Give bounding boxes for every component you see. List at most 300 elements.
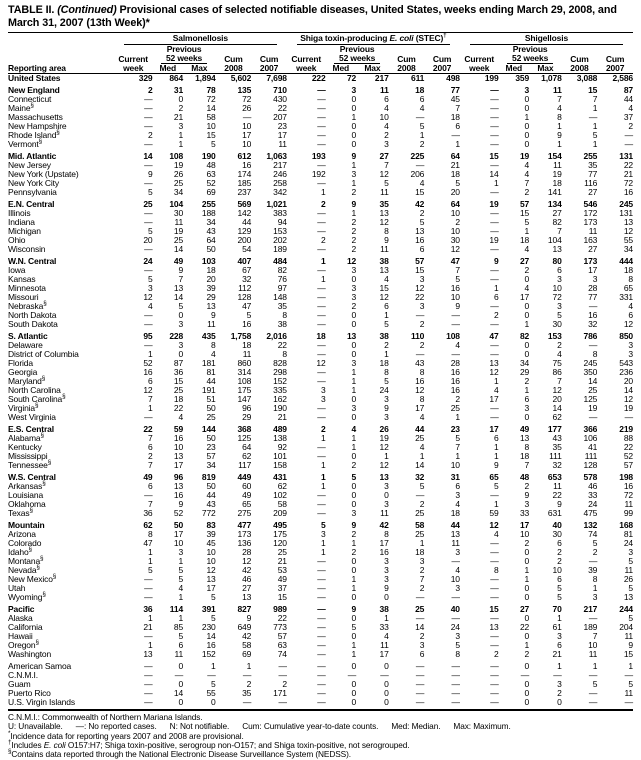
cell: 55 (206, 688, 216, 698)
cell: 46 (588, 481, 598, 491)
cell: 67 (242, 265, 252, 275)
cell: 14 (206, 631, 216, 641)
cell: 16 (415, 376, 425, 386)
cell: — (451, 679, 460, 689)
cell: 81 (623, 529, 633, 539)
cell: 25 (173, 178, 184, 188)
cell: 4 (524, 160, 530, 170)
cell: 5 (147, 565, 153, 575)
cell: 25 (415, 433, 425, 443)
cell: — (144, 631, 153, 641)
cell: — (278, 661, 287, 671)
cell: 3 (178, 547, 184, 557)
footnote-cnmi: C.N.M.I.: Commonwealth of Northern Mariana Islands. (8, 712, 203, 722)
cell: 1 (351, 160, 357, 170)
cell: 0 (524, 340, 530, 350)
cell: 88 (623, 433, 633, 443)
row-label: Missouri (8, 292, 39, 302)
cell: 1,063 (266, 151, 287, 161)
cell: 86 (552, 367, 562, 377)
cell: 173 (237, 529, 252, 539)
cell: 57 (206, 451, 216, 461)
cell: 2 (282, 679, 287, 689)
cell: — (317, 160, 326, 170)
cell: 9 (557, 130, 562, 140)
cell: 2 (419, 319, 425, 329)
cell: 42 (415, 199, 425, 209)
cell: — (451, 319, 460, 329)
cell: 2 (493, 649, 499, 659)
cell: 72 (346, 73, 357, 83)
cell: 10 (379, 112, 389, 122)
cell: 2 (419, 139, 425, 149)
cell: 298 (273, 367, 287, 377)
cell: 7 (147, 394, 153, 404)
cell: 2 (351, 235, 357, 245)
cell: 106 (583, 433, 598, 443)
cell: 7 (147, 433, 153, 443)
cell: 14 (206, 103, 216, 113)
cell: 3 (384, 556, 389, 566)
cell: 3 (351, 358, 357, 368)
cell: 8 (282, 310, 287, 320)
cell: 3 (351, 169, 357, 179)
cell: — (317, 640, 326, 650)
cell: — (317, 349, 326, 359)
cell: 30 (552, 319, 562, 329)
cell: 2 (351, 529, 357, 539)
cell: — (451, 688, 460, 698)
cell: 2 (351, 547, 357, 557)
cell: 34 (173, 187, 184, 197)
row-label: Mississippi (8, 451, 48, 461)
cell: 8 (211, 340, 216, 350)
cell: 710 (273, 85, 287, 95)
row-label: Arizona (8, 529, 36, 539)
cell: 0 (351, 688, 357, 698)
cell: 2,586 (612, 73, 633, 83)
cell: 51 (206, 394, 216, 404)
cell: 2 (419, 340, 425, 350)
cell: 4 (419, 412, 425, 422)
cell: 7,698 (266, 73, 287, 83)
cell: 14 (415, 622, 425, 632)
row-label: Pacific (8, 604, 35, 614)
cell: 8 (493, 565, 499, 575)
footnote-marker: † (8, 739, 12, 747)
row-label: United States (8, 73, 61, 83)
cell: 258 (273, 178, 287, 188)
cell: 12 (379, 442, 389, 452)
cell: 5 (419, 217, 425, 227)
row-label: Tennessee§ (8, 459, 52, 470)
cell: 153 (547, 331, 562, 341)
cell: 7 (384, 160, 389, 170)
cell: 19 (519, 151, 530, 161)
spacer-cell (251, 45, 287, 54)
row-label: S. Atlantic (8, 331, 48, 341)
cell: 5 (493, 481, 499, 491)
cell: — (490, 112, 499, 122)
spacer-cell (216, 45, 252, 54)
cell: 5 (557, 583, 562, 593)
cell: 10 (450, 460, 460, 470)
cell: 27 (519, 604, 530, 614)
cell: 0 (524, 301, 530, 311)
cell: — (317, 178, 326, 188)
cell: 6 (557, 640, 562, 650)
cell: 1 (178, 592, 184, 602)
cell: — (317, 451, 326, 461)
cell: 35 (242, 688, 252, 698)
cell: — (144, 583, 153, 593)
cell: 11 (379, 85, 389, 95)
cell: 13 (379, 472, 389, 482)
cell: 5 (455, 274, 460, 284)
cell: 18 (450, 169, 460, 179)
cell: 31 (173, 85, 184, 95)
cell: 16 (242, 319, 252, 329)
cell: 18 (450, 508, 460, 518)
cell: 17 (277, 130, 287, 140)
cell: — (144, 160, 153, 170)
cell: 142 (237, 208, 252, 218)
cell: — (144, 217, 153, 227)
cell: 177 (547, 424, 562, 434)
cell: 342 (273, 187, 287, 197)
cell: 58 (277, 499, 287, 509)
cell: — (144, 319, 153, 329)
cell: — (588, 112, 598, 122)
cell: 0 (524, 94, 530, 104)
cell: — (317, 412, 326, 422)
cell: 6 (493, 433, 499, 443)
cell: 11 (380, 640, 389, 650)
cell: — (317, 85, 326, 95)
cell: — (490, 103, 499, 113)
cell: 33 (379, 622, 389, 632)
cell: 168 (619, 520, 633, 530)
row-label: W.S. Central (8, 472, 56, 482)
cell: 2 (147, 85, 153, 95)
cell: 54 (242, 244, 252, 254)
cell: 45 (206, 538, 216, 548)
cell: 42 (242, 631, 252, 641)
cell: — (451, 670, 460, 680)
cell: — (317, 226, 326, 236)
cell: 1 (178, 613, 184, 623)
cell: 225 (410, 151, 425, 161)
cell: 20 (143, 235, 153, 245)
cell: — (451, 697, 460, 707)
cell: 2 (419, 631, 425, 641)
disease-group-label: Shigellosis (470, 34, 623, 45)
cell: — (588, 613, 598, 623)
cell: 6 (147, 376, 153, 386)
cell: — (207, 670, 216, 680)
cell: 4 (351, 424, 357, 434)
cell: — (317, 139, 326, 149)
cell: 29 (242, 412, 252, 422)
cell: 0 (351, 481, 357, 491)
cell: 47 (143, 538, 153, 548)
cell: — (144, 670, 153, 680)
cell: 1 (211, 661, 216, 671)
cell: 102 (273, 490, 287, 500)
cell: 3 (178, 340, 184, 350)
cell: — (490, 403, 499, 413)
cell: 2 (524, 649, 530, 659)
cell: — (144, 592, 153, 602)
cell: 16 (143, 367, 153, 377)
cell: 13 (143, 649, 153, 659)
cell: 0 (351, 94, 357, 104)
cell: 37 (623, 112, 633, 122)
cell: 13 (623, 217, 633, 227)
row-label: Idaho§ (8, 546, 32, 557)
cell: 860 (237, 358, 252, 368)
cell: — (490, 697, 499, 707)
cell: 23 (277, 121, 287, 131)
cell: 4 (455, 499, 460, 509)
table-row (8, 650, 633, 659)
cell: 22 (277, 103, 287, 113)
cell: 50 (173, 520, 184, 530)
cell: 7 (147, 499, 153, 509)
cell: 22 (143, 424, 153, 434)
cell: 5 (147, 187, 153, 197)
cell: 578 (583, 472, 598, 482)
cell: 2 (384, 340, 389, 350)
cell: 87 (623, 85, 633, 95)
cell: 9 (628, 640, 633, 650)
cell: 114 (169, 604, 184, 614)
cell: 99 (623, 508, 633, 518)
cell: — (490, 613, 499, 623)
cell: 44 (242, 217, 252, 227)
cell: 111 (584, 451, 598, 461)
cell: 28 (242, 547, 252, 557)
cell: 0 (351, 139, 357, 149)
cell: 104 (547, 235, 562, 245)
cell: 0 (351, 592, 357, 602)
cell: 0 (524, 556, 530, 566)
year-2007-label: 2007 (597, 64, 633, 74)
cell: 32 (588, 319, 598, 329)
cell: 26 (623, 574, 633, 584)
cell: 368 (237, 424, 252, 434)
cell: 34 (206, 460, 216, 470)
cell: 108 (237, 376, 252, 386)
cell: 391 (201, 604, 216, 614)
cell: 131 (619, 151, 633, 161)
cell: 1 (147, 613, 153, 623)
cell: 543 (619, 358, 633, 368)
cell: 435 (201, 331, 216, 341)
cell: 28 (450, 358, 460, 368)
cell: 104 (169, 199, 184, 209)
cell: 246 (273, 169, 287, 179)
cell: 19 (173, 226, 184, 236)
cell: — (490, 130, 499, 140)
cell: 3 (384, 139, 389, 149)
cell: 58 (242, 640, 252, 650)
cell: 275 (237, 508, 252, 518)
cell: 5 (419, 121, 425, 131)
cell: 786 (583, 331, 598, 341)
cell: 21 (277, 556, 287, 566)
cell: — (317, 631, 326, 641)
cell: 117 (238, 460, 252, 470)
cell: 6 (147, 442, 153, 452)
cell: 30 (552, 529, 562, 539)
cell: 81 (206, 367, 216, 377)
cell: 9 (493, 460, 499, 470)
footnote-line: §Contains data reported through the National Electronic Disease Surveillance System (NEDSS). (8, 748, 351, 760)
cell: 1 (592, 583, 598, 593)
cell: — (317, 292, 326, 302)
cell: — (317, 670, 326, 680)
cell: 0 (524, 103, 530, 113)
cell: — (317, 376, 326, 386)
cell: 3 (178, 121, 184, 131)
row-label: South Carolina§ (8, 393, 66, 404)
cell: 1 (592, 121, 598, 131)
cell: 366 (583, 424, 598, 434)
cell: 16 (450, 376, 460, 386)
row-label: Florida (8, 358, 33, 368)
cell: 147 (237, 394, 252, 404)
cell: 12 (346, 256, 357, 266)
legend-item: Max: Maximum. (453, 721, 511, 732)
cell: — (144, 661, 153, 671)
cell: 163 (583, 235, 598, 245)
cell: 36 (143, 604, 153, 614)
spacer-cell (389, 45, 425, 54)
cell: 7 (592, 631, 598, 641)
row-label: New York (Upstate) (8, 169, 79, 179)
cell: 2 (178, 103, 184, 113)
cell: 22 (277, 613, 287, 623)
cell: 1 (455, 451, 460, 461)
cell: 22 (623, 442, 633, 452)
cell: 12 (379, 217, 389, 227)
row-label: North Dakota (8, 310, 57, 320)
cell: 4 (147, 301, 153, 311)
cell: — (490, 319, 499, 329)
cell: 430 (273, 94, 287, 104)
cell: 4 (211, 349, 216, 359)
cell: 2 (524, 265, 530, 275)
cell: 49 (519, 424, 530, 434)
cell: 0 (524, 121, 530, 131)
cell: — (144, 178, 153, 188)
row-label: Illinois (8, 208, 31, 218)
cell: 1 (351, 433, 357, 443)
cell: 0 (178, 94, 184, 104)
cell: 245 (583, 358, 598, 368)
cell: 1 (178, 556, 184, 566)
cell: 62 (277, 481, 287, 491)
cell: 5 (147, 226, 153, 236)
cell: 112 (238, 283, 252, 293)
cell: 1 (628, 661, 633, 671)
cell: 1 (178, 139, 184, 149)
cell: 82 (277, 265, 287, 275)
cell: 0 (351, 130, 357, 140)
cell: 5 (557, 310, 562, 320)
cell: 5 (455, 640, 460, 650)
cell: 3 (320, 385, 326, 395)
cell: 0 (384, 490, 389, 500)
cell: — (490, 538, 499, 548)
cell: 8 (282, 349, 287, 359)
cell: 1 (524, 226, 530, 236)
cell: 1 (557, 661, 562, 671)
cell: 190 (273, 403, 287, 413)
cell: 111 (549, 451, 562, 461)
title-continued: (Continued) (57, 4, 117, 16)
cell: 0 (178, 661, 184, 671)
cell: — (415, 490, 425, 500)
cell: 1 (419, 130, 425, 140)
cell: 38 (379, 331, 389, 341)
cell: 22 (277, 340, 287, 350)
cell: 11 (207, 319, 216, 329)
cell: 15 (519, 208, 530, 218)
cell: 53 (277, 565, 287, 575)
cell: 74 (277, 649, 287, 659)
max-label: Max (529, 64, 562, 74)
cell: 1,894 (195, 73, 216, 83)
cell: 19 (588, 403, 598, 413)
cell: 25 (173, 385, 184, 395)
cell: 0 (384, 688, 389, 698)
cell: 2 (557, 556, 562, 566)
cell: 0 (524, 139, 530, 149)
cell: — (380, 670, 389, 680)
cell: 11 (174, 649, 184, 659)
cell: 108 (446, 331, 460, 341)
cell: — (490, 670, 499, 680)
cell: 42 (379, 520, 389, 530)
cell: 82 (552, 217, 562, 227)
cell: 5 (320, 520, 326, 530)
cell: — (588, 697, 598, 707)
row-label: New England (8, 85, 60, 95)
cell: 255 (201, 199, 216, 209)
cell: 12 (623, 394, 633, 404)
cell: 85 (173, 622, 184, 632)
cell: 135 (237, 85, 252, 95)
cell: 173 (583, 217, 598, 227)
cell: 25 (277, 547, 287, 557)
cell: 819 (201, 472, 216, 482)
cell: 3 (557, 301, 562, 311)
spacer-cell (562, 45, 598, 54)
row-label: Rhode Island§ (8, 129, 60, 140)
cell: — (415, 349, 425, 359)
cell: 1 (351, 442, 357, 452)
cell: — (144, 94, 153, 104)
table-row (8, 413, 633, 422)
cell: 9 (557, 499, 562, 509)
cell: 52 (206, 178, 216, 188)
cell: 6 (419, 649, 425, 659)
cell: 12 (552, 385, 562, 395)
cell: 1 (592, 103, 598, 113)
cell: 103 (201, 256, 216, 266)
